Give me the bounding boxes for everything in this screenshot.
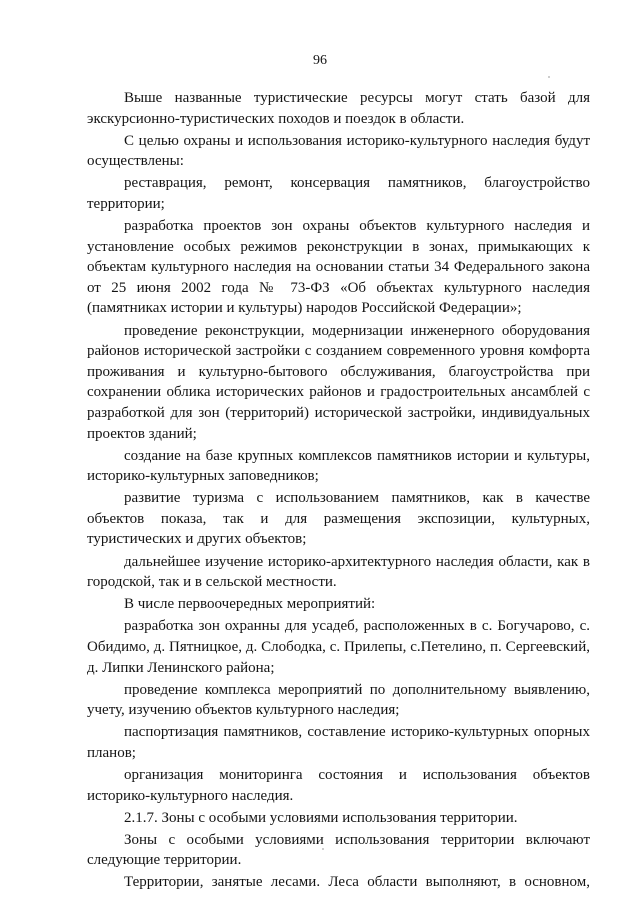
paragraph-heritage-intro: С целью охраны и использования историко-культурного наследия будут осуществлены: bbox=[87, 132, 590, 170]
list-item-monitoring: организация мониторинга состояния и использования объектов историко-культурного наследия. bbox=[87, 767, 590, 804]
paragraph-tourist-resources: Выше названные туристические ресурсы могут стать базой для экскурсионно-туристических походов и поездок в области. bbox=[87, 90, 590, 127]
scan-speck bbox=[322, 848, 324, 850]
paragraph-special-zones: Зоны с особыми условиями использования территории включают следующие территории. bbox=[87, 831, 590, 869]
list-item-tourism: развитие туризма с использованием памятников, как в качестве объектов показа, так и для размещения экспозиции, культурных, туристических и других объектов; bbox=[87, 490, 590, 548]
list-item-reserves: создание на базе крупных комплексов памятников истории и культуры, историко-культурных заповедников; bbox=[87, 447, 590, 485]
section-heading-2-1-7: 2.1.7. Зоны с особыми условиями использования территории. bbox=[124, 809, 518, 826]
list-item-estate-zones: разработка зон охранны для усадеб, расположенных в с. Богучарово, с. Обидимо, д. Пятницкое, д. Слободка, с. Прилепы, с.Петелино, п. Сергеевский, д. Липки Ленинского района; bbox=[87, 618, 590, 676]
scan-speck bbox=[548, 76, 550, 78]
list-item-certification: паспортизация памятников, составление историко-культурных опорных планов; bbox=[87, 724, 590, 761]
list-item-further-study: дальнейшее изучение историко-архитектурного наследия области, как в городской, так и в сельской местности. bbox=[87, 553, 590, 591]
list-item-restoration: реставрация, ремонт, консервация памятников, благоустройство территории; bbox=[87, 175, 590, 212]
list-item-reconstruction: проведение реконструкции, модернизации инженерного оборудования районов исторической застройки с созданием современного уровня комфорта проживания и культурно-бытового обслуживания, благоустройства при сохранении облика исторических районов и градостроительных ансамблей с разработкой для зон (территорий) исторической застройки, индивидуальных проектов зданий; bbox=[87, 322, 590, 442]
list-item-identification: проведение комплекса мероприятий по дополнительному выявлению, учету, изучению объектов культурного наследия; bbox=[87, 681, 590, 719]
paragraph-priority-measures: В числе первоочередных мероприятий: bbox=[124, 596, 376, 613]
paragraph-forest-territories: Территории, занятые лесами. Леса области выполняют, в основном, bbox=[124, 874, 590, 891]
page-number: 96 bbox=[313, 53, 327, 68]
body-text bbox=[87, 88, 590, 895]
list-item-protection-zones: разработка проектов зон охраны объектов культурного наследия и установление особых режимов реконструкции в зонах, примыкающих к объектам культурного наследия на основании статьи 34 Федерального закона от 25 июня 2002 года № 73-ФЗ «Об объектах культурного наследия (памятниках истории и культуры) народов Российской Федерации»; bbox=[87, 218, 590, 317]
